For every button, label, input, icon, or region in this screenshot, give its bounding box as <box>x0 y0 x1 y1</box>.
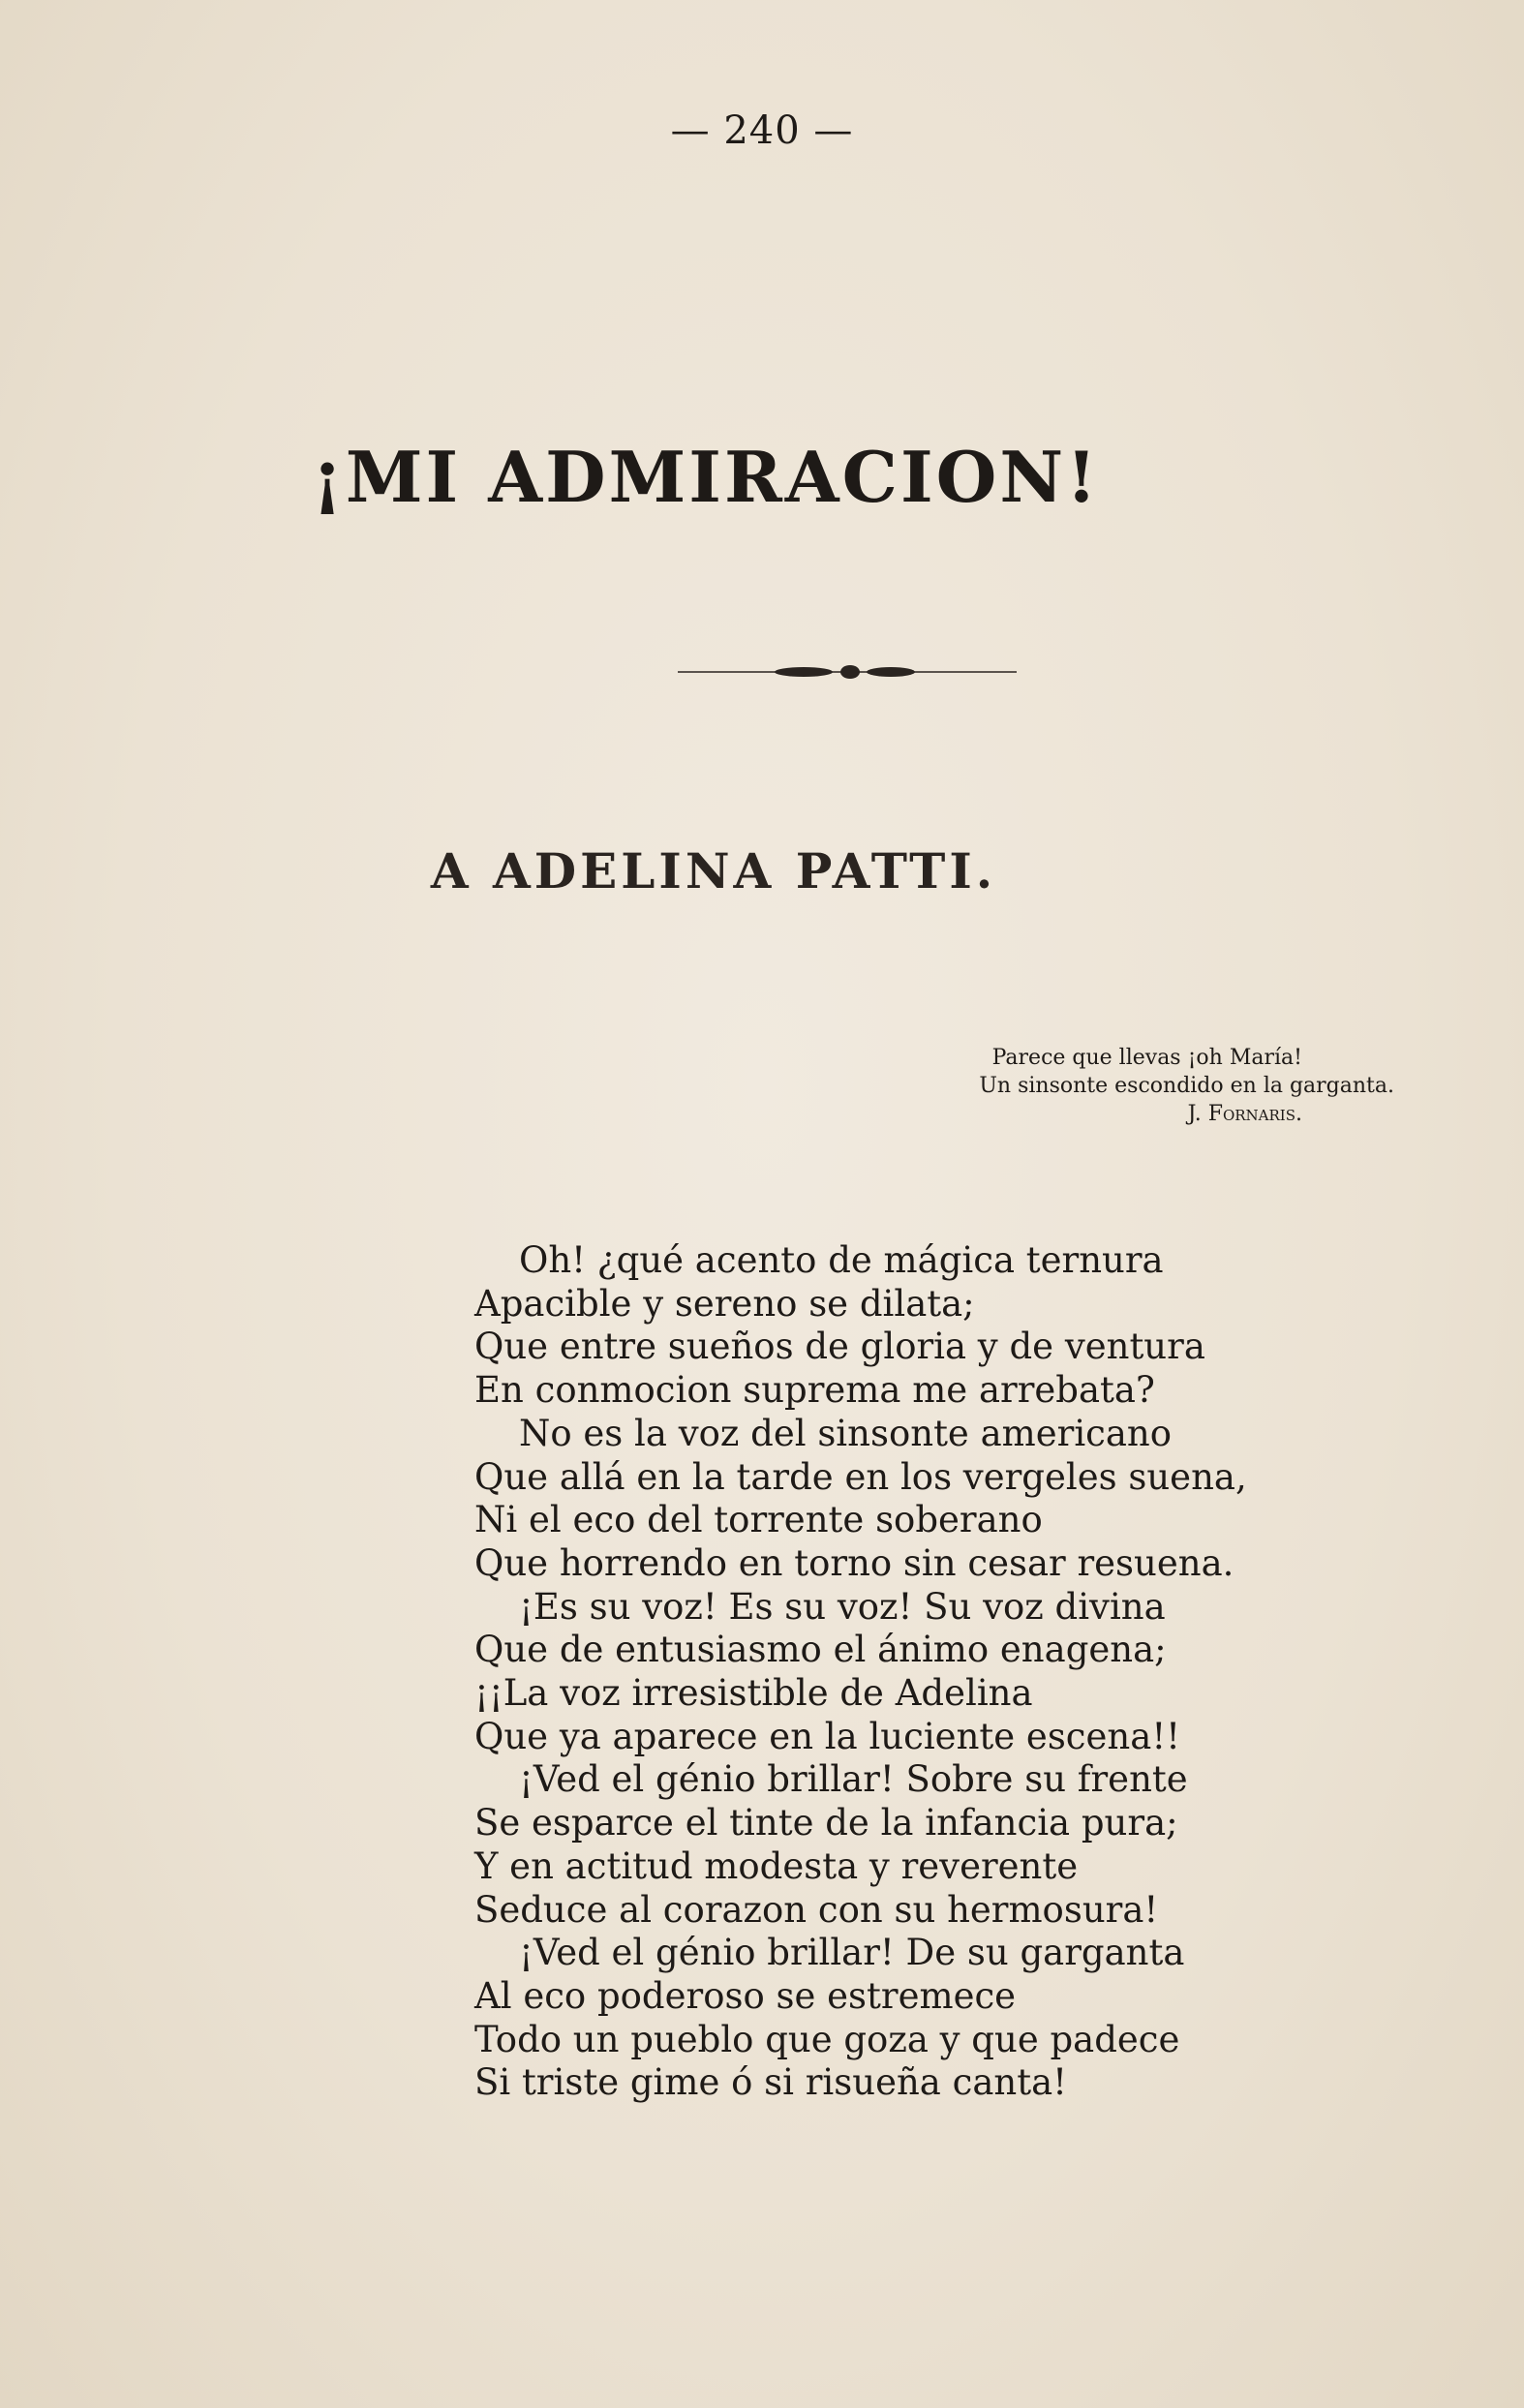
poem-line: Y en actitud modesta y reverente <box>474 1844 1079 1887</box>
poem-line: Oh! ¿qué acento de mágica ternura <box>519 1239 1164 1281</box>
poem-title: ¡MI ADMIRACION! <box>312 436 1100 518</box>
poem-line: Ni el eco del torrente soberano <box>474 1499 1043 1541</box>
poem-body <box>474 1239 1297 2105</box>
page-number: — 240 — <box>670 108 854 153</box>
epigraph-line: Un sinsonte escondido en la garganta. <box>979 1074 1394 1098</box>
poem-line: Que de entusiasmo el ánimo enagena; <box>474 1629 1167 1671</box>
poem-line: Todo un pueblo que goza y que padece <box>474 2018 1180 2060</box>
poem-line: ¡Ved el génio brillar! De su garganta <box>519 1932 1185 1974</box>
poem-line: Apacible y sereno se dilata; <box>474 1282 975 1325</box>
poem-line: Al eco poderoso se estremece <box>474 1974 1017 2017</box>
poem-line: ¡Ved el génio brillar! Sobre su frente <box>519 1758 1188 1801</box>
poem-line: Que horrendo en torno sin cesar resuena. <box>474 1541 1234 1584</box>
poem-line: No es la voz del sinsonte americano <box>519 1412 1173 1454</box>
poem-line: Seduce al corazon con su hermosura! <box>474 1888 1159 1931</box>
poem-line: Que entre sueños de gloria y de ventura <box>474 1326 1205 1368</box>
poem-line: ¡¡La voz irresistible de Adelina <box>474 1672 1033 1715</box>
poem-line: Que allá en la tarde en los vergeles suena, <box>474 1455 1247 1498</box>
poem-line: En conmocion suprema me arrebata? <box>474 1369 1155 1412</box>
poem-line: Si triste gime ó si risueña canta! <box>474 2061 1068 2104</box>
dedication: A ADELINA PATTI. <box>430 842 997 899</box>
epigraph-line: Parece que llevas ¡oh María! <box>991 1046 1302 1070</box>
poem-line: ¡Es su voz! Es su voz! Su voz divina <box>519 1585 1166 1628</box>
ornament-divider <box>678 660 1017 684</box>
epigraph <box>833 1044 1394 1128</box>
epigraph-author: J. Fornaris. <box>1187 1102 1302 1126</box>
poem-line: Se esparce el tinte de la infancia pura; <box>474 1802 1178 1844</box>
poem-line: Que ya aparece en la luciente escena!! <box>474 1715 1181 1757</box>
